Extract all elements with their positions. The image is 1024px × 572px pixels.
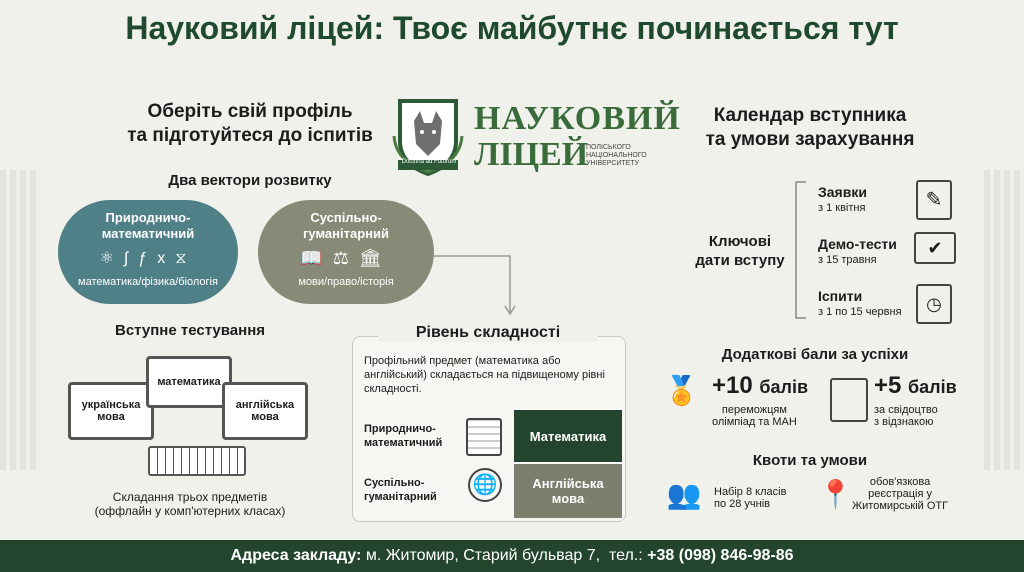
humanities-icons xyxy=(258,248,434,269)
column-icon: 🏛 xyxy=(358,248,392,268)
date-item-name: Демо-тести xyxy=(818,236,897,252)
difficulty-subject-english: Англійська мова xyxy=(514,464,622,518)
location-pin-icon: 📍 xyxy=(818,479,853,510)
globe-icon: 🌐 xyxy=(468,468,502,502)
vectors-title: Два вектори розвитку xyxy=(168,172,332,189)
date-item-applications xyxy=(818,184,867,214)
difficulty-profile-science: Природничо- математичний xyxy=(364,423,443,449)
date-item-date: з 1 по 15 червня xyxy=(818,306,902,318)
classroom-icon: 👥 xyxy=(666,479,702,510)
footer-phone: +38 (098) 846-98-86 xyxy=(647,547,794,564)
certificate-icon xyxy=(830,378,868,422)
testing-caption: Складання трьох предметів (оффлайн у комп'ютерних класах) xyxy=(94,490,286,518)
science-subjects: математика/фізика/біологія xyxy=(78,276,218,288)
page-title: Науковий ліцей: Твоє майбутнє починається тут xyxy=(125,10,899,46)
difficulty-title: Рівень складності xyxy=(378,324,598,342)
footer-tel-label: тел.: xyxy=(608,547,643,564)
difficulty-profile-humanities: Суспільно- гуманітарний xyxy=(364,477,437,503)
keyboard-icon xyxy=(148,446,246,476)
humanities-profile-label: Суспільно- гуманітарний xyxy=(303,210,389,241)
exam-clock-icon: ◷ xyxy=(916,284,952,324)
date-item-demo xyxy=(818,236,897,266)
school-logo xyxy=(390,96,680,176)
left-section-header: Оберіть свій профіль та підготуйтеся до іспитів xyxy=(127,101,373,146)
bonus-a-points: +10 xyxy=(712,372,753,399)
science-icons xyxy=(58,248,238,268)
application-form-icon: ✎ xyxy=(916,180,952,220)
logo-line2: ЛІЦЕЙ xyxy=(474,136,589,173)
logo-line1: НАУКОВИЙ xyxy=(474,100,681,137)
quotas-b: обов'язкова реєстрація у Житомирській ОТГ xyxy=(852,476,949,512)
dna-icon: ⧖ xyxy=(175,250,197,267)
humanities-subjects: мови/право/історія xyxy=(298,276,394,288)
testing-title: Вступне тестування xyxy=(115,322,265,339)
date-item-name: Іспити xyxy=(818,288,863,304)
science-profile-label: Природничо- математичний xyxy=(101,210,195,241)
date-item-exams xyxy=(818,288,902,318)
left-column-decoration xyxy=(0,170,40,470)
quotas-a: Набір 8 класів по 28 учнів xyxy=(714,486,787,510)
gavel-icon: ⚖ xyxy=(332,248,359,268)
humanities-profile-pill xyxy=(258,200,434,304)
dates-bracket xyxy=(790,180,810,320)
medal-icon: 🏅 xyxy=(664,375,699,406)
difficulty-desc: Профільний предмет (математика або англійський) складається на підвищеному рівні складності. xyxy=(364,355,605,395)
bonus-a-unit: балів xyxy=(759,377,809,397)
logo-motto: Doctrina ad Futurum xyxy=(401,159,457,165)
quotas-title: Квоти та умови xyxy=(752,452,868,469)
date-item-date: з 1 квітня xyxy=(818,202,866,214)
calculator-icon xyxy=(466,418,502,456)
right-section-header: Календар вступника та умови зарахування xyxy=(705,105,915,150)
book-icon: 📖 xyxy=(300,248,333,268)
difficulty-subject-math: Математика xyxy=(514,410,622,462)
footer-bar xyxy=(0,540,1024,572)
date-item-date: з 15 травня xyxy=(818,254,877,266)
footer-address: м. Житомир, Старий бульвар 7, xyxy=(365,547,601,564)
monitor-english: англійська мова xyxy=(222,382,308,440)
bonus-b-points: +5 xyxy=(874,372,902,399)
monitor-check-icon: ✔ xyxy=(914,232,956,264)
bonus-b-unit: балів xyxy=(908,377,957,397)
footer-label: Адреса закладу: xyxy=(230,547,362,564)
dates-label: Ключові дати вступу xyxy=(695,233,785,269)
bonus-a xyxy=(712,372,808,400)
science-profile-pill xyxy=(58,200,238,304)
right-column-decoration xyxy=(984,170,1024,470)
bonus-title: Додаткові бали за успіхи xyxy=(721,346,909,363)
bonus-a-desc: переможцям олімпіад та МАН xyxy=(712,404,797,428)
integral-icon: ∫ƒx xyxy=(123,250,176,267)
monitor-math: математика xyxy=(146,356,232,408)
connector-arrow xyxy=(430,250,520,320)
atom-icon: ⚛ xyxy=(99,250,124,267)
bonus-b-desc: за свідоцтво з відзнакою xyxy=(874,404,938,428)
monitor-ukrainian: українська мова xyxy=(68,382,154,440)
date-item-name: Заявки xyxy=(818,184,867,200)
logo-subtitle: ПОЛІСЬКОГО НАЦІОНАЛЬНОГО УНІВЕРСИТЕТУ xyxy=(586,144,647,167)
bonus-b xyxy=(874,372,957,400)
